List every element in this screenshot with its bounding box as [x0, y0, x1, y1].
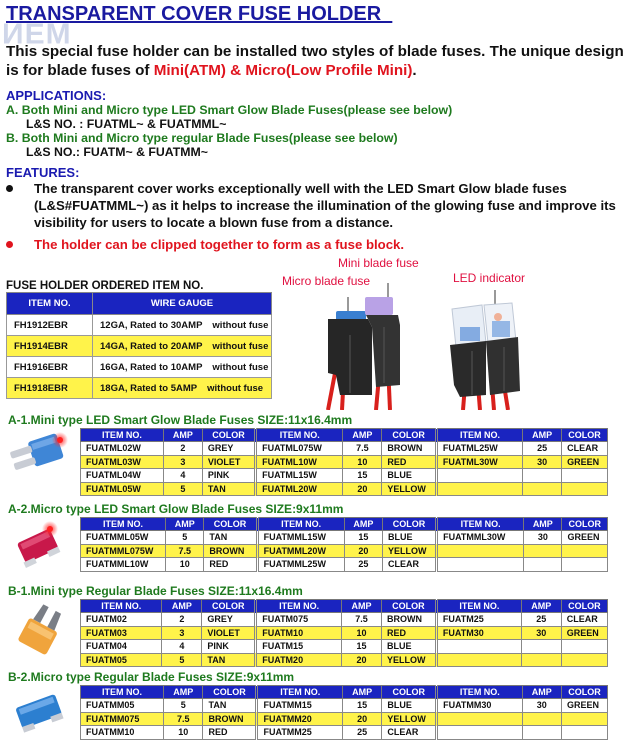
amp-rating [522, 712, 561, 726]
amp-rating [521, 653, 561, 667]
feature-text: The transparent cover works exceptionally well with the LED Smart Glow blade fuses (L&S#FUATMML~) as it helps to increase the illumination of the glowing fuse and improve its visibility for users to locate a blown fuse from a distance. [34, 181, 616, 230]
item-number: FUATML02W [81, 442, 164, 456]
item-number: FUATML20W [256, 482, 343, 496]
fuse-color: RED [381, 626, 436, 640]
column-header: COLOR [561, 686, 607, 699]
fuse-color [561, 726, 607, 740]
fuse-color: RED [203, 726, 257, 740]
amp-rating: 30 [521, 626, 561, 640]
column-header: ITEM NO. [437, 686, 522, 699]
amp-rating: 25 [523, 442, 562, 456]
column-header: COLOR [203, 686, 257, 699]
item-number [436, 653, 521, 667]
column-header: COLOR [202, 600, 256, 613]
column-header: AMP [524, 518, 562, 531]
section-title [8, 584, 303, 598]
item-number: FUATML075W [256, 442, 343, 456]
amp-rating: 25 [521, 613, 561, 627]
watermark-logo: ИEM [2, 18, 72, 51]
amp-rating: 7.5 [343, 442, 382, 456]
item-number: FUATMM075 [81, 712, 164, 726]
item-number [437, 712, 522, 726]
column-header: AMP [163, 429, 202, 442]
fuse-color: GREEN [561, 626, 607, 640]
item-number: FUATM075 [256, 613, 342, 627]
amp-rating: 3 [163, 455, 202, 469]
wire-gauge [93, 357, 272, 378]
column-header: COLOR [204, 518, 257, 531]
item-number: FUATMM25 [257, 726, 342, 740]
table-row [81, 442, 608, 456]
feature-item [6, 236, 626, 253]
column-header: ITEM NO. [437, 518, 524, 531]
item-number: FUATMML15W [257, 531, 344, 545]
item-number: FUATML03W [81, 455, 164, 469]
application-a-part-numbers: L&S NO. : FUATML~ & FUATMML~ [26, 117, 227, 131]
item-number: FUATMM15 [257, 699, 342, 713]
amp-rating: 20 [343, 482, 382, 496]
item-number [436, 640, 521, 654]
mini-led-fuse-blue-icon [8, 431, 72, 484]
column-header: AMP [162, 600, 202, 613]
column-header: WIRE GAUGE [93, 293, 272, 315]
amp-rating: 15 [342, 699, 381, 713]
table-row [81, 455, 608, 469]
amp-rating: 5 [164, 699, 203, 713]
column-header: COLOR [382, 518, 436, 531]
item-number [437, 544, 524, 558]
product-photo [280, 255, 625, 410]
item-number: FH1914EBR [7, 336, 93, 357]
item-number: FUATM02 [81, 613, 162, 627]
section-type: B-2.Micro type [8, 670, 95, 684]
bullet-icon [6, 241, 13, 248]
item-number: FH1912EBR [7, 315, 93, 336]
item-number: FUATMML05W [81, 531, 166, 545]
table-row [81, 626, 608, 640]
table-row [81, 653, 608, 667]
column-header: ITEM NO. [256, 429, 343, 442]
micro-led-fuse-red-icon [8, 520, 72, 573]
table-row [81, 482, 608, 496]
item-number: FH1916EBR [7, 357, 93, 378]
item-number: FUATM25 [436, 613, 521, 627]
gauge-rating: 12GA, Rated to 30AMP [100, 319, 203, 331]
fuse-color: BLUE [382, 531, 436, 545]
column-header: COLOR [381, 600, 436, 613]
fuse-color: TAN [202, 482, 255, 496]
item-number [437, 726, 522, 740]
feature-text: The holder can be clipped together to form as a fuse block. [34, 237, 405, 252]
fuse-color: GREEN [562, 531, 608, 545]
intro-paragraph [6, 42, 626, 80]
item-number: FUATM04 [81, 640, 162, 654]
table-row [81, 726, 608, 740]
mini-blade-fuse-label: Mini blade fuse [338, 256, 419, 270]
fuse-color: BROWN [381, 613, 436, 627]
fuse-table [80, 517, 608, 572]
amp-rating: 20 [344, 544, 382, 558]
table-row [81, 699, 608, 713]
section-type: A-2.Micro type [8, 502, 95, 516]
amp-rating [521, 640, 561, 654]
amp-rating [524, 544, 562, 558]
amp-rating: 25 [344, 558, 382, 572]
gauge-rating: 16GA, Rated to 10AMP [100, 361, 203, 373]
item-number: FUATMML30W [437, 531, 524, 545]
fuse-color [561, 640, 607, 654]
amp-rating: 7.5 [166, 544, 204, 558]
fuse-color: VIOLET [202, 455, 255, 469]
bullet-icon [6, 185, 13, 192]
fuse-color: BROWN [203, 712, 257, 726]
section-description: Regular Blade Fuses SIZE:9x11mm [94, 670, 295, 684]
fuse-color: BLUE [382, 699, 437, 713]
column-header: AMP [522, 686, 561, 699]
amp-rating: 10 [164, 726, 203, 740]
column-header: COLOR [562, 518, 608, 531]
fuse-color [561, 712, 607, 726]
micro-fuse-blue-icon [8, 688, 72, 741]
fuse-color: BROWN [204, 544, 257, 558]
item-number: FUATM10 [256, 626, 342, 640]
amp-rating: 7.5 [342, 613, 382, 627]
table-row [81, 712, 608, 726]
fuse-color [562, 558, 608, 572]
fuse-color: BLUE [382, 469, 437, 483]
column-header: ITEM NO. [81, 518, 166, 531]
holder-row [7, 378, 272, 399]
fuse-color: PINK [202, 640, 256, 654]
section-type: B-1.Mini type [8, 584, 87, 598]
table-row [81, 613, 608, 627]
item-number: FUATMM20 [257, 712, 342, 726]
fuse-color: GREEN [561, 699, 607, 713]
table-row [81, 469, 608, 483]
holder-row [7, 336, 272, 357]
intro-end: . [412, 62, 417, 79]
fuse-color [562, 469, 608, 483]
item-number: FUATMML10W [81, 558, 166, 572]
fuse-color: TAN [203, 699, 257, 713]
amp-rating [524, 558, 562, 572]
fuse-color: TAN [204, 531, 257, 545]
application-b: B. Both Mini and Micro type regular Blade Fuses(please see below) [6, 131, 398, 145]
fuse-color: VIOLET [202, 626, 256, 640]
wire-gauge [93, 378, 272, 399]
page-title: TRANSPARENT COVER FUSE HOLDER [6, 3, 393, 25]
fuse-note: without fuse [212, 361, 269, 373]
item-number: FUATML15W [256, 469, 343, 483]
fuse-note: without fuse [207, 382, 264, 394]
amp-rating [523, 469, 562, 483]
item-number: FUATML30W [436, 455, 522, 469]
column-header: AMP [342, 686, 381, 699]
amp-rating: 20 [342, 653, 382, 667]
amp-rating: 2 [163, 442, 202, 456]
holder-table-title: FUSE HOLDER ORDERED ITEM NO. [6, 280, 204, 292]
item-number: FH1918EBR [7, 378, 93, 399]
amp-rating: 25 [342, 726, 381, 740]
application-b-part-numbers: L&S NO.: FUATM~ & FUATMM~ [26, 145, 208, 159]
holder-table [6, 292, 272, 399]
fuse-table [80, 599, 608, 667]
led-indicator-label: LED indicator [453, 271, 526, 285]
applications-heading: APPLICATIONS: [6, 88, 107, 103]
amp-rating: 5 [166, 531, 204, 545]
table-row [81, 558, 608, 572]
item-number: FUATM30 [436, 626, 521, 640]
fuse-table [80, 428, 608, 496]
gauge-rating: 18GA, Rated to 5AMP [100, 382, 198, 394]
fuse-color: PINK [202, 469, 255, 483]
item-number: FUATML05W [81, 482, 164, 496]
wire-gauge [93, 336, 272, 357]
fuse-color: GREEN [562, 455, 608, 469]
column-header: ITEM NO. [257, 518, 344, 531]
section-description: LED Smart Glow Blade Fuses SIZE:9x11mm [94, 502, 344, 516]
column-header: ITEM NO. [256, 600, 342, 613]
column-header: AMP [521, 600, 561, 613]
item-number: FUATMM05 [81, 699, 164, 713]
column-header: ITEM NO. [436, 600, 521, 613]
amp-rating [523, 482, 562, 496]
item-number: FUATMM10 [81, 726, 164, 740]
feature-item [6, 180, 626, 231]
item-number: FUATMM30 [437, 699, 522, 713]
fuse-color [561, 653, 607, 667]
fuse-color: CLEAR [382, 558, 436, 572]
fuse-note: without fuse [212, 319, 269, 331]
section-type: A-1.Mini type [8, 413, 87, 427]
section-description: LED Smart Glow Blade Fuses SIZE:11x16.4mm [86, 413, 353, 427]
fuse-color [562, 482, 608, 496]
amp-rating: 4 [163, 469, 202, 483]
amp-rating: 3 [162, 626, 202, 640]
column-header: ITEM NO. [436, 429, 522, 442]
amp-rating: 7.5 [164, 712, 203, 726]
column-header: AMP [343, 429, 382, 442]
amp-rating: 5 [163, 482, 202, 496]
holder-row [7, 357, 272, 378]
item-number: FUATM03 [81, 626, 162, 640]
wire-gauge [93, 315, 272, 336]
column-header: COLOR [202, 429, 255, 442]
column-header: AMP [166, 518, 204, 531]
column-header: COLOR [382, 686, 437, 699]
fuse-color: YELLOW [382, 482, 437, 496]
section-description: Regular Blade Fuses SIZE:11x16.4mm [86, 584, 303, 598]
column-header: ITEM NO. [81, 686, 164, 699]
amp-rating: 2 [162, 613, 202, 627]
item-number: FUATML25W [436, 442, 522, 456]
column-header: AMP [342, 600, 382, 613]
column-header: COLOR [382, 429, 437, 442]
item-number: FUATMML075W [81, 544, 166, 558]
item-number: FUATMML20W [257, 544, 344, 558]
amp-rating: 10 [342, 626, 382, 640]
amp-rating: 15 [343, 469, 382, 483]
holder-row [7, 315, 272, 336]
column-header: AMP [164, 686, 203, 699]
column-header: ITEM NO. [257, 686, 342, 699]
column-header: AMP [344, 518, 382, 531]
section-title [8, 413, 352, 427]
item-number [436, 482, 522, 496]
table-row [81, 544, 608, 558]
fuse-color: GREY [202, 613, 256, 627]
application-a: A. Both Mini and Micro type LED Smart Glow Blade Fuses(please see below) [6, 103, 453, 117]
table-row [81, 531, 608, 545]
mini-fuse-tan-icon [8, 602, 72, 667]
fuse-color: CLEAR [562, 442, 608, 456]
fuse-table [80, 685, 608, 740]
fuse-color: RED [204, 558, 257, 572]
fuse-color: YELLOW [382, 712, 437, 726]
fuse-color: BLUE [381, 640, 436, 654]
column-header: ITEM NO. [81, 429, 164, 442]
item-number: FUATMML25W [257, 558, 344, 572]
fuse-note: without fuse [212, 340, 269, 352]
column-header: ITEM NO. [81, 600, 162, 613]
fuse-color: TAN [202, 653, 256, 667]
item-number: FUATML10W [256, 455, 343, 469]
fuse-color: CLEAR [561, 613, 607, 627]
amp-rating: 15 [344, 531, 382, 545]
column-header: COLOR [562, 429, 608, 442]
column-header: AMP [523, 429, 562, 442]
item-number: FUATM15 [256, 640, 342, 654]
intro-text: This special fuse holder can be installed two styles of blade fuses. The unique design is for blade fuses of [6, 43, 624, 79]
fuse-color: YELLOW [382, 544, 436, 558]
fuse-color: GREY [202, 442, 255, 456]
item-number [436, 469, 522, 483]
column-header: ITEM NO. [7, 293, 93, 315]
amp-rating: 30 [522, 699, 561, 713]
amp-rating [522, 726, 561, 740]
fuse-color: YELLOW [381, 653, 436, 667]
fuse-color: BROWN [382, 442, 437, 456]
column-header: COLOR [561, 600, 607, 613]
fuse-color: CLEAR [382, 726, 437, 740]
amp-rating: 20 [342, 712, 381, 726]
amp-rating: 10 [166, 558, 204, 572]
amp-rating: 15 [342, 640, 382, 654]
amp-rating: 5 [162, 653, 202, 667]
section-title [8, 670, 294, 684]
amp-rating: 4 [162, 640, 202, 654]
fuse-color: RED [382, 455, 437, 469]
fuse-color [562, 544, 608, 558]
section-title [8, 502, 343, 516]
amp-rating: 30 [523, 455, 562, 469]
amp-rating: 30 [524, 531, 562, 545]
table-row [81, 640, 608, 654]
amp-rating: 10 [343, 455, 382, 469]
features-heading: FEATURES: [6, 165, 80, 180]
intro-highlight: Mini(ATM) & Micro(Low Profile Mini) [153, 62, 413, 79]
micro-blade-fuse-label: Micro blade fuse [282, 274, 371, 288]
gauge-rating: 14GA, Rated to 20AMP [100, 340, 203, 352]
item-number: FUATM05 [81, 653, 162, 667]
item-number [437, 558, 524, 572]
item-number: FUATM20 [256, 653, 342, 667]
item-number: FUATML04W [81, 469, 164, 483]
